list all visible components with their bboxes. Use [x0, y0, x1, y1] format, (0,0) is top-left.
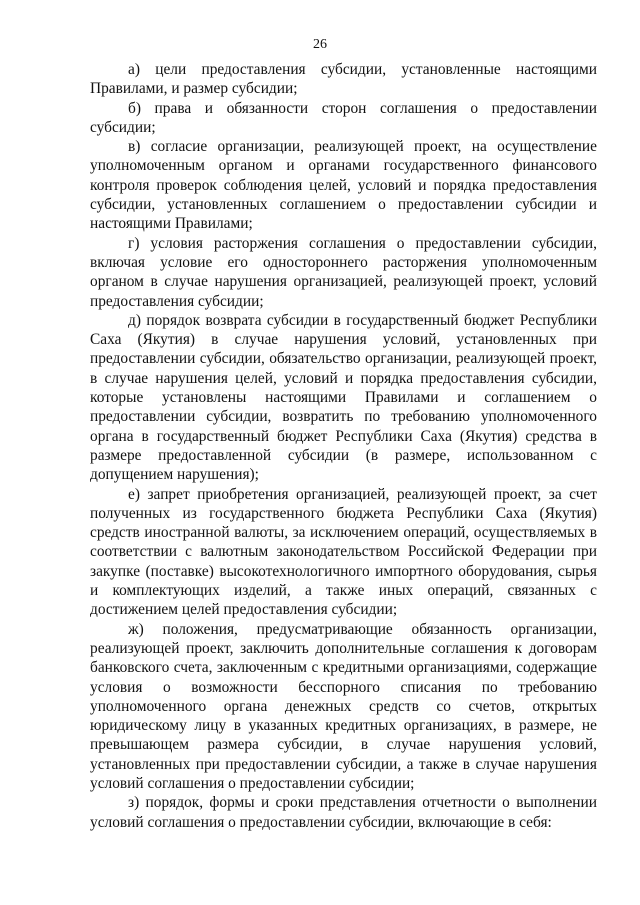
paragraph-e: е) запрет приобретения организацией, реализующей проект, за счет полученных из государственного бюджета Республики Саха (Якутия) средств иностранной валюты, за исключением операций, осуществляемых в соответствии с валютным законодательством Российской Федерации при закупке (поставке) высокотехнологичного импортного оборудования, сырья и комплектующих изделий, а также иных операций, связанных с достижением целей предоставления субсидии; [90, 485, 597, 619]
paragraph-v: в) согласие организации, реализующей проект, на осуществление уполномоченным органом и органами государственного финансового контроля проверок соблюдения целей, условий и порядка предоставления субсидии, установленных соглашением о предоставлении субсидии и настоящими Правилами; [90, 138, 597, 233]
page-number: 26 [313, 37, 327, 52]
paragraph-g: г) условия расторжения соглашения о предоставлении субсидии, включая условие его одностороннего расторжения уполномоченным органом в случае нарушения организацией, реализующей проект, условий предоставления субсидии; [90, 234, 597, 310]
paragraph-zh: ж) положения, предусматривающие обязанность организации, реализующей проект, заключить дополнительные соглашения к договорам банковского счета, заключенным с кредитными организациями, содержащие условия о возможности бесспорного списания по требованию уполномоченного органа денежных средств со счетов, открытых юридическому лицу в указанных кредитных организациях, в размере, не превышающем размера субсидии, в случае нарушения условий, установленных при предоставлении субсидии, а также в случае нарушения условий соглашения о предоставлении субсидии; [90, 620, 597, 792]
paragraph-b: б) права и обязанности сторон соглашения о предоставлении субсидии; [90, 99, 597, 136]
paragraph-a: а) цели предоставления субсидии, установленные настоящими Правилами, и размер субсидии; [90, 61, 597, 98]
document-body [90, 60, 597, 832]
paragraph-d: д) порядок возврата субсидии в государственный бюджет Республики Саха (Якутия) в случае нарушения условий, установленных при предоставлении субсидии, обязательство организации, реализующей проект, в случае нарушения целей, условий и порядка предоставления субсидии, которые установлены настоящими Правилами и соглашением о предоставлении субсидии, возвратить по требованию уполномоченного органа в государственный бюджет Республики Саха (Якутия) средства в размере предоставленной субсидии (в размере, использованном с допущением нарушения); [90, 311, 597, 484]
paragraph-z: з) порядок, формы и сроки представления отчетности о выполнении условий соглашения о предоставлении субсидии, включающие в себя: [90, 794, 597, 831]
